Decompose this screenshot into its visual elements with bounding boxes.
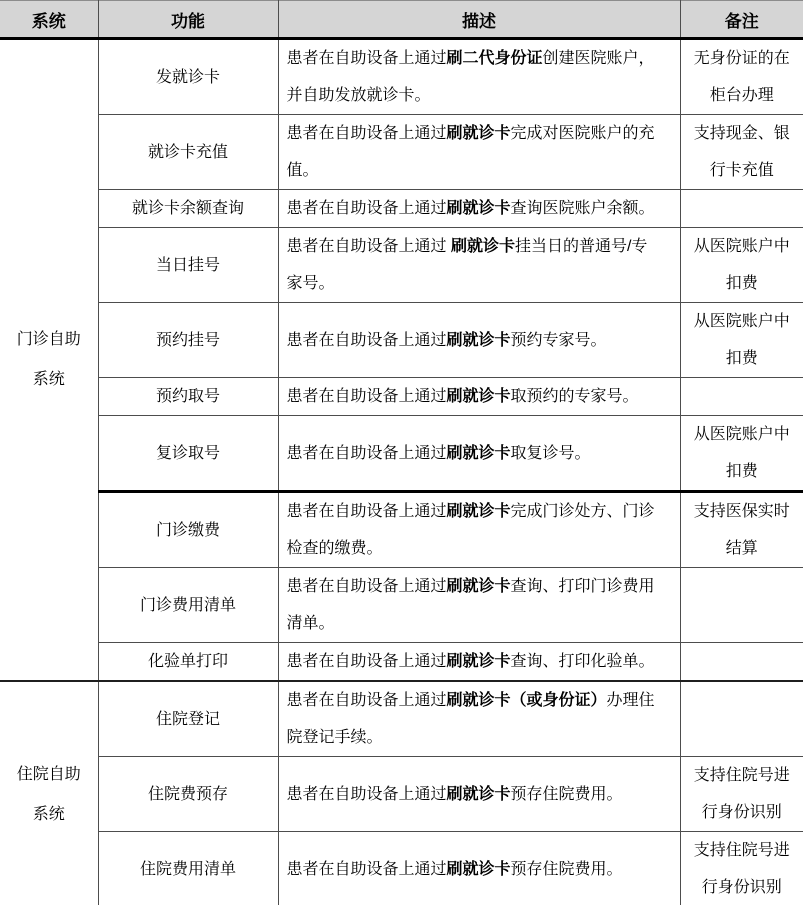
table-row <box>0 757 803 832</box>
description-text: 患者在自助设备上通过 <box>286 331 447 349</box>
table-row <box>0 378 803 416</box>
description-cell <box>278 492 680 568</box>
description-bold-term: 刷二代身份证 <box>446 50 543 67</box>
function-cell: 门诊费用清单 <box>98 568 278 643</box>
function-cell: 预约取号 <box>98 378 278 416</box>
description-bold-term: 刷就诊卡 <box>446 444 511 462</box>
table-row <box>0 681 803 757</box>
function-cell: 就诊卡充值 <box>98 115 278 190</box>
description-cell <box>278 757 680 832</box>
description-text: 挂当日的普通号/专家号。 <box>286 238 648 292</box>
table-row <box>0 832 803 905</box>
description-text: 患者在自助设备上通过 <box>286 860 447 878</box>
remark-cell: 支持住院号进行身份识别 <box>680 832 803 905</box>
description-text: 患者在自助设备上通过 <box>286 692 447 709</box>
description-text: 创建医院账户，并自助发放就诊卡。 <box>286 50 655 104</box>
description-text: 患者在自助设备上通过 <box>286 200 447 217</box>
description-text: 查询医院账户余额。 <box>510 200 655 217</box>
description-cell <box>278 378 680 416</box>
description-cell <box>278 643 680 682</box>
function-cell: 住院费预存 <box>98 757 278 832</box>
remark-cell <box>680 190 803 228</box>
column-header-system: 系统 <box>0 1 98 39</box>
description-cell <box>278 568 680 643</box>
table-header <box>0 1 803 39</box>
description-text: 患者在自助设备上通过 <box>286 785 447 803</box>
remark-cell: 支持医保实时结算 <box>680 492 803 568</box>
description-bold-term: 刷就诊卡 <box>450 238 515 255</box>
table-row <box>0 416 803 492</box>
remark-cell: 从医院账户中扣费 <box>680 416 803 492</box>
table-row <box>0 303 803 378</box>
column-header-function: 功能 <box>98 1 278 39</box>
description-bold-term: 刷就诊卡 <box>446 503 511 520</box>
description-cell <box>278 190 680 228</box>
description-text: 患者在自助设备上通过 <box>286 238 451 255</box>
function-cell: 预约挂号 <box>98 303 278 378</box>
remark-cell <box>680 568 803 643</box>
table-body <box>0 39 803 905</box>
description-cell <box>278 39 680 115</box>
table-row <box>0 492 803 568</box>
description-bold-term: 刷就诊卡 <box>446 388 511 405</box>
system-group-label: 住院自助系统 <box>16 765 81 823</box>
description-cell <box>278 115 680 190</box>
description-cell <box>278 303 680 378</box>
function-cell: 就诊卡余额查询 <box>98 190 278 228</box>
remark-cell: 无身份证的在柜台办理 <box>680 39 803 115</box>
table-row <box>0 115 803 190</box>
description-bold-term: 刷就诊卡（或身份证） <box>446 692 607 709</box>
description-cell <box>278 681 680 757</box>
function-cell: 住院登记 <box>98 681 278 757</box>
description-cell <box>278 228 680 303</box>
description-text: 患者在自助设备上通过 <box>286 388 447 405</box>
function-cell: 门诊缴费 <box>98 492 278 568</box>
remark-cell: 从医院账户中扣费 <box>680 228 803 303</box>
description-text: 患者在自助设备上通过 <box>286 503 447 520</box>
system-group-label: 门诊自助系统 <box>16 331 81 388</box>
column-header-remark: 备注 <box>680 1 803 39</box>
description-text: 患者在自助设备上通过 <box>286 653 447 670</box>
function-cell: 化验单打印 <box>98 643 278 682</box>
description-bold-term: 刷就诊卡 <box>446 200 511 217</box>
description-bold-term: 刷就诊卡 <box>446 578 511 595</box>
remark-cell <box>680 643 803 682</box>
description-text: 患者在自助设备上通过 <box>286 578 447 595</box>
description-text: 患者在自助设备上通过 <box>286 50 447 67</box>
description-bold-term: 刷就诊卡 <box>446 653 511 670</box>
description-text: 预存住院费用。 <box>510 785 623 803</box>
description-bold-term: 刷就诊卡 <box>446 125 511 142</box>
description-text: 完成对医院账户的充值。 <box>286 125 655 179</box>
function-cell: 当日挂号 <box>98 228 278 303</box>
column-header-description: 描述 <box>278 1 680 39</box>
description-text: 预存住院费用。 <box>510 860 623 878</box>
description-text: 完成门诊处方、门诊检查的缴费。 <box>286 503 655 557</box>
description-text: 查询、打印门诊费用清单。 <box>286 578 655 632</box>
description-text: 查询、打印化验单。 <box>510 653 655 670</box>
description-cell <box>278 832 680 905</box>
header-row <box>0 1 803 39</box>
table-row <box>0 228 803 303</box>
function-cell: 发就诊卡 <box>98 39 278 115</box>
table-row <box>0 190 803 228</box>
description-text: 患者在自助设备上通过 <box>286 444 447 462</box>
description-text: 预约专家号。 <box>510 331 607 349</box>
description-bold-term: 刷就诊卡 <box>446 785 511 803</box>
description-bold-term: 刷就诊卡 <box>446 860 511 878</box>
system-group-cell <box>0 681 98 905</box>
remark-cell: 支持住院号进行身份识别 <box>680 757 803 832</box>
description-text: 患者在自助设备上通过 <box>286 125 447 142</box>
remark-cell: 从医院账户中扣费 <box>680 303 803 378</box>
description-text: 取复诊号。 <box>510 444 591 462</box>
description-bold-term: 刷就诊卡 <box>446 331 511 349</box>
system-group-cell <box>0 39 98 682</box>
table-row <box>0 39 803 115</box>
table-row <box>0 568 803 643</box>
table-row <box>0 643 803 682</box>
remark-cell <box>680 378 803 416</box>
remark-cell: 支持现金、银行卡充值 <box>680 115 803 190</box>
description-text: 取预约的专家号。 <box>510 388 639 405</box>
remark-cell <box>680 681 803 757</box>
function-cell: 复诊取号 <box>98 416 278 492</box>
description-text: 办理住院登记手续。 <box>286 692 655 746</box>
function-cell: 住院费用清单 <box>98 832 278 905</box>
description-cell <box>278 416 680 492</box>
